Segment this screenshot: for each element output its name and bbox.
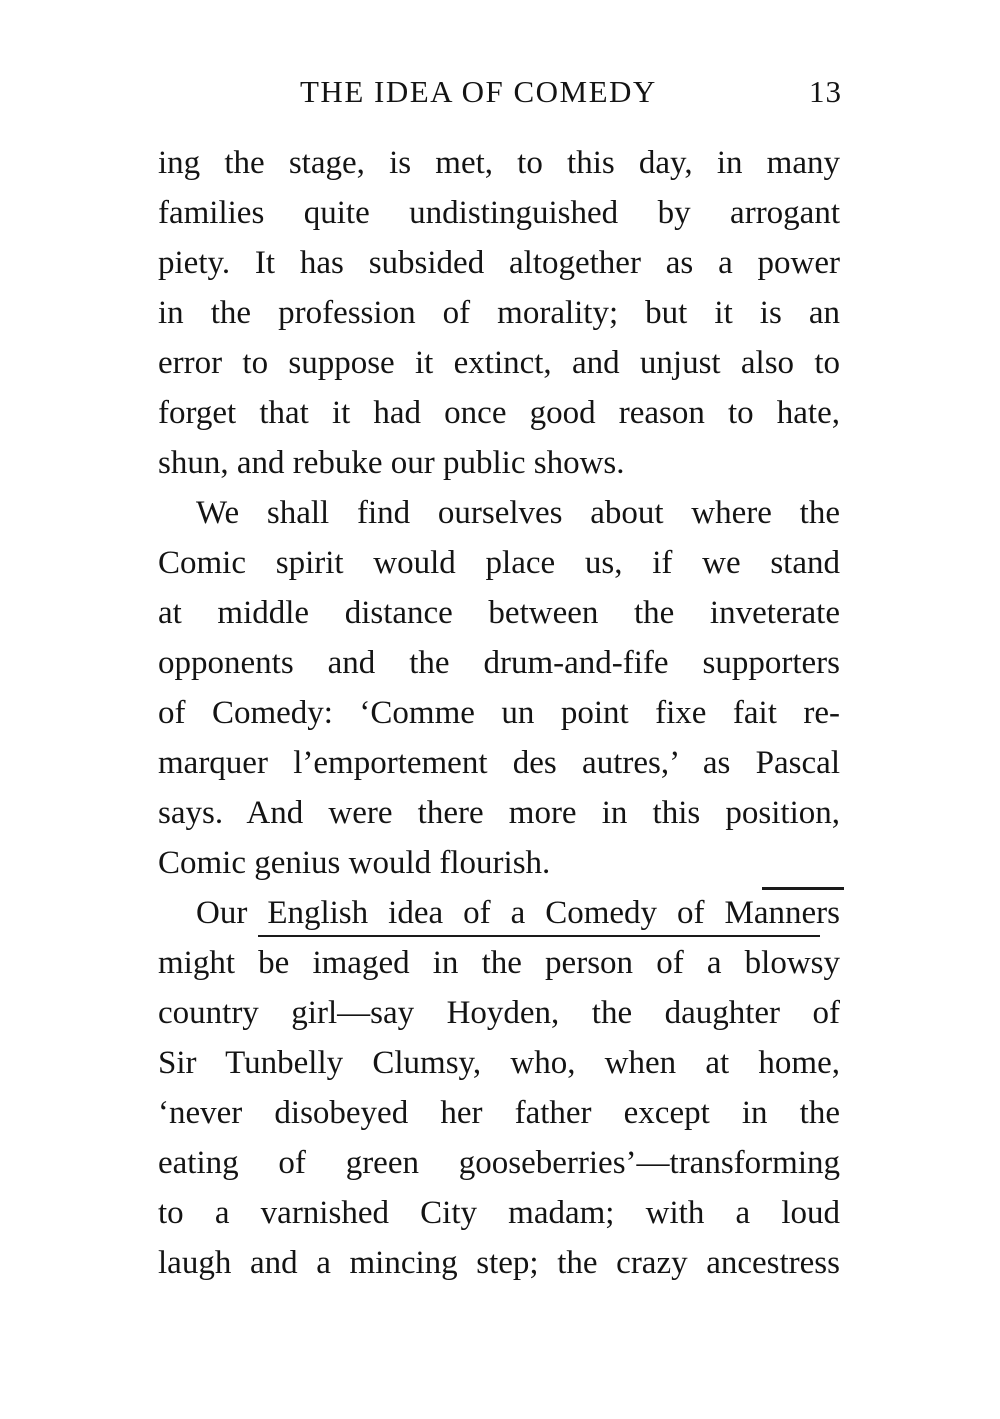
text-line: opponents and the drum-and-fife supporters — [158, 645, 840, 681]
text-line: Sir Tunbelly Clumsy, who, when at home, — [158, 1045, 840, 1081]
text-line: error to suppose it extinct, and unjust also to — [158, 345, 840, 381]
paragraph-2 — [158, 488, 840, 888]
text-line: at middle distance between the inveterate — [158, 595, 840, 631]
paragraph-1 — [158, 138, 840, 488]
text-line: might be imaged in the person of a blowsy — [158, 945, 840, 981]
page-number: 13 — [809, 74, 842, 109]
text-line: Comic spirit would place us, if we stand — [158, 545, 840, 581]
text-line: country girl—say Hoyden, the daughter of — [158, 995, 840, 1031]
text-line: ‘never disobeyed her father except in the — [158, 1095, 840, 1131]
text-line: piety. It has subsided altogether as a power — [158, 245, 840, 281]
text-line: to a varnished City madam; with a loud — [158, 1195, 840, 1231]
text-line: laugh and a mincing step; the crazy ancestress — [158, 1245, 840, 1281]
text-line: families quite undistinguished by arrogant — [158, 195, 840, 231]
text-line: in the profession of morality; but it is an — [158, 295, 840, 331]
handwritten-underline-mark — [258, 935, 820, 937]
text-line: says. And were there more in this position, — [158, 795, 840, 831]
body-text — [158, 138, 840, 1288]
text-line: We shall find ourselves about where the — [196, 495, 840, 531]
text-line: of Comedy: ‘Comme un point fixe fait re- — [158, 695, 840, 731]
text-line: marquer l’emportement des autres,’ as Pascal — [158, 745, 840, 781]
text-line: ing the stage, is met, to this day, in many — [158, 145, 840, 181]
handwritten-overline-mark — [762, 887, 844, 890]
text-line: Comic genius would flourish. — [158, 845, 551, 881]
text-line: shun, and rebuke our public shows. — [158, 445, 625, 481]
running-title: THE IDEA OF COMEDY — [300, 74, 657, 109]
paragraph-3 — [158, 888, 840, 1288]
text-line: forget that it had once good reason to hate, — [158, 395, 840, 431]
running-header — [0, 74, 1000, 118]
text-line: eating of green gooseberries’—transforming — [158, 1145, 840, 1181]
text-line: Our English idea of a Comedy of Manners — [196, 895, 840, 931]
